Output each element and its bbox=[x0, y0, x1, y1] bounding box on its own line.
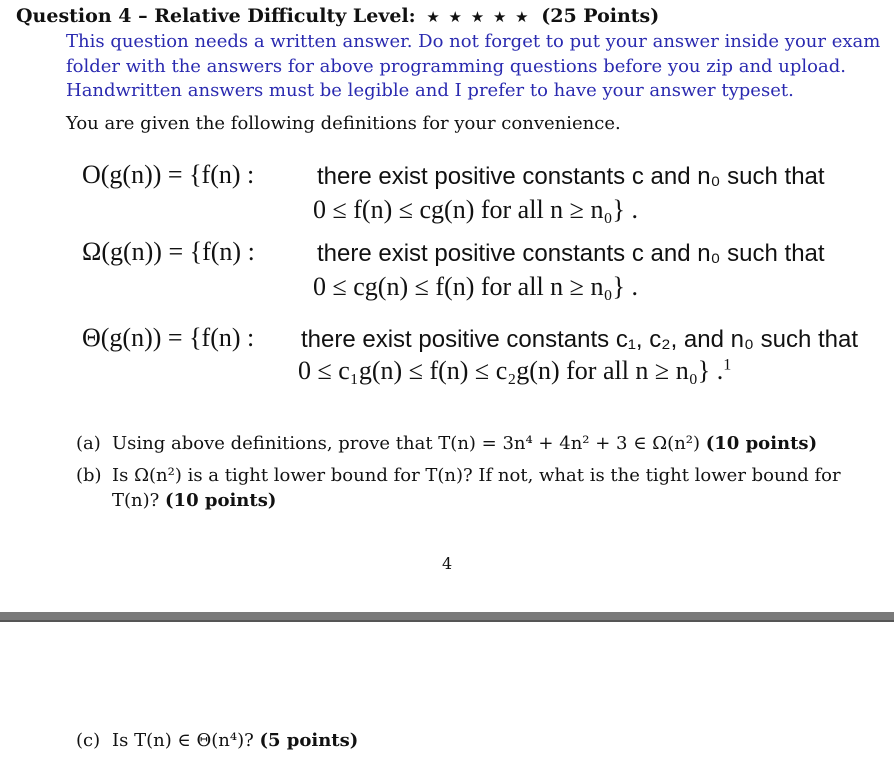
part-c-label: (c) bbox=[76, 730, 101, 751]
instruction-line-2: folder with the answers for above programming questions before you zip and upload. bbox=[66, 56, 846, 77]
big-o-condition: 0 ≤ f(n) ≤ cg(n) for all n ≥ n₀} . bbox=[313, 195, 638, 224]
footnote-marker: 1 bbox=[723, 356, 732, 374]
big-theta-condition bbox=[298, 356, 731, 386]
big-theta-condition-text: 0 ≤ c₁g(n) ≤ f(n) ≤ c₂g(n) for all n ≥ n₀} . bbox=[298, 356, 724, 385]
part-c bbox=[76, 730, 358, 751]
big-theta-text: there exist positive constants c₁, c₂, and n₀ such that bbox=[301, 326, 858, 353]
big-o-text: there exist positive constants c and n₀ such that bbox=[317, 163, 825, 190]
part-a bbox=[76, 433, 817, 454]
part-b-line-1: Is Ω(n²) is a tight lower bound for T(n)? If not, what is the tight lower bound for bbox=[112, 465, 841, 486]
part-b-label: (b) bbox=[76, 465, 102, 486]
part-a-points: (10 points) bbox=[705, 433, 818, 454]
page-number: 4 bbox=[442, 554, 453, 573]
big-omega-condition: 0 ≤ cg(n) ≤ f(n) for all n ≥ n₀} . bbox=[313, 272, 638, 301]
part-b-points: (10 points) bbox=[165, 490, 277, 511]
part-b bbox=[76, 465, 841, 486]
big-omega-lhs: Ω(g(n)) = {f(n) : bbox=[82, 237, 255, 266]
instruction-line-1: This question needs a written answer. Do not forget to put your answer inside your exam bbox=[66, 31, 881, 52]
intro-text: You are given the following definitions for your convenience. bbox=[66, 113, 621, 134]
part-b-continued bbox=[112, 490, 276, 511]
big-o-lhs: O(g(n)) = {f(n) : bbox=[82, 160, 255, 189]
instruction-line-3: Handwritten answers must be legible and I prefer to have your answer typeset. bbox=[66, 80, 794, 101]
question-title: Question 4 – Relative Difficulty Level: bbox=[16, 5, 416, 27]
question-heading bbox=[16, 5, 659, 27]
part-a-label: (a) bbox=[76, 433, 101, 454]
big-theta-lhs: Θ(g(n)) = {f(n) : bbox=[82, 323, 255, 352]
difficulty-stars-icon: ★ ★ ★ ★ ★ bbox=[426, 8, 531, 26]
part-b-line-2: T(n)? bbox=[112, 490, 160, 511]
big-omega-text: there exist positive constants c and n₀ such that bbox=[317, 240, 825, 267]
part-c-points: (5 points) bbox=[259, 730, 359, 751]
part-c-text: Is T(n) ∈ Θ(n⁴)? bbox=[112, 730, 254, 751]
question-points: (25 Points) bbox=[541, 5, 660, 27]
page-divider bbox=[0, 612, 894, 622]
part-a-text: Using above definitions, prove that T(n) = 3n⁴ + 4n² + 3 ∈ Ω(n²) bbox=[112, 433, 701, 454]
